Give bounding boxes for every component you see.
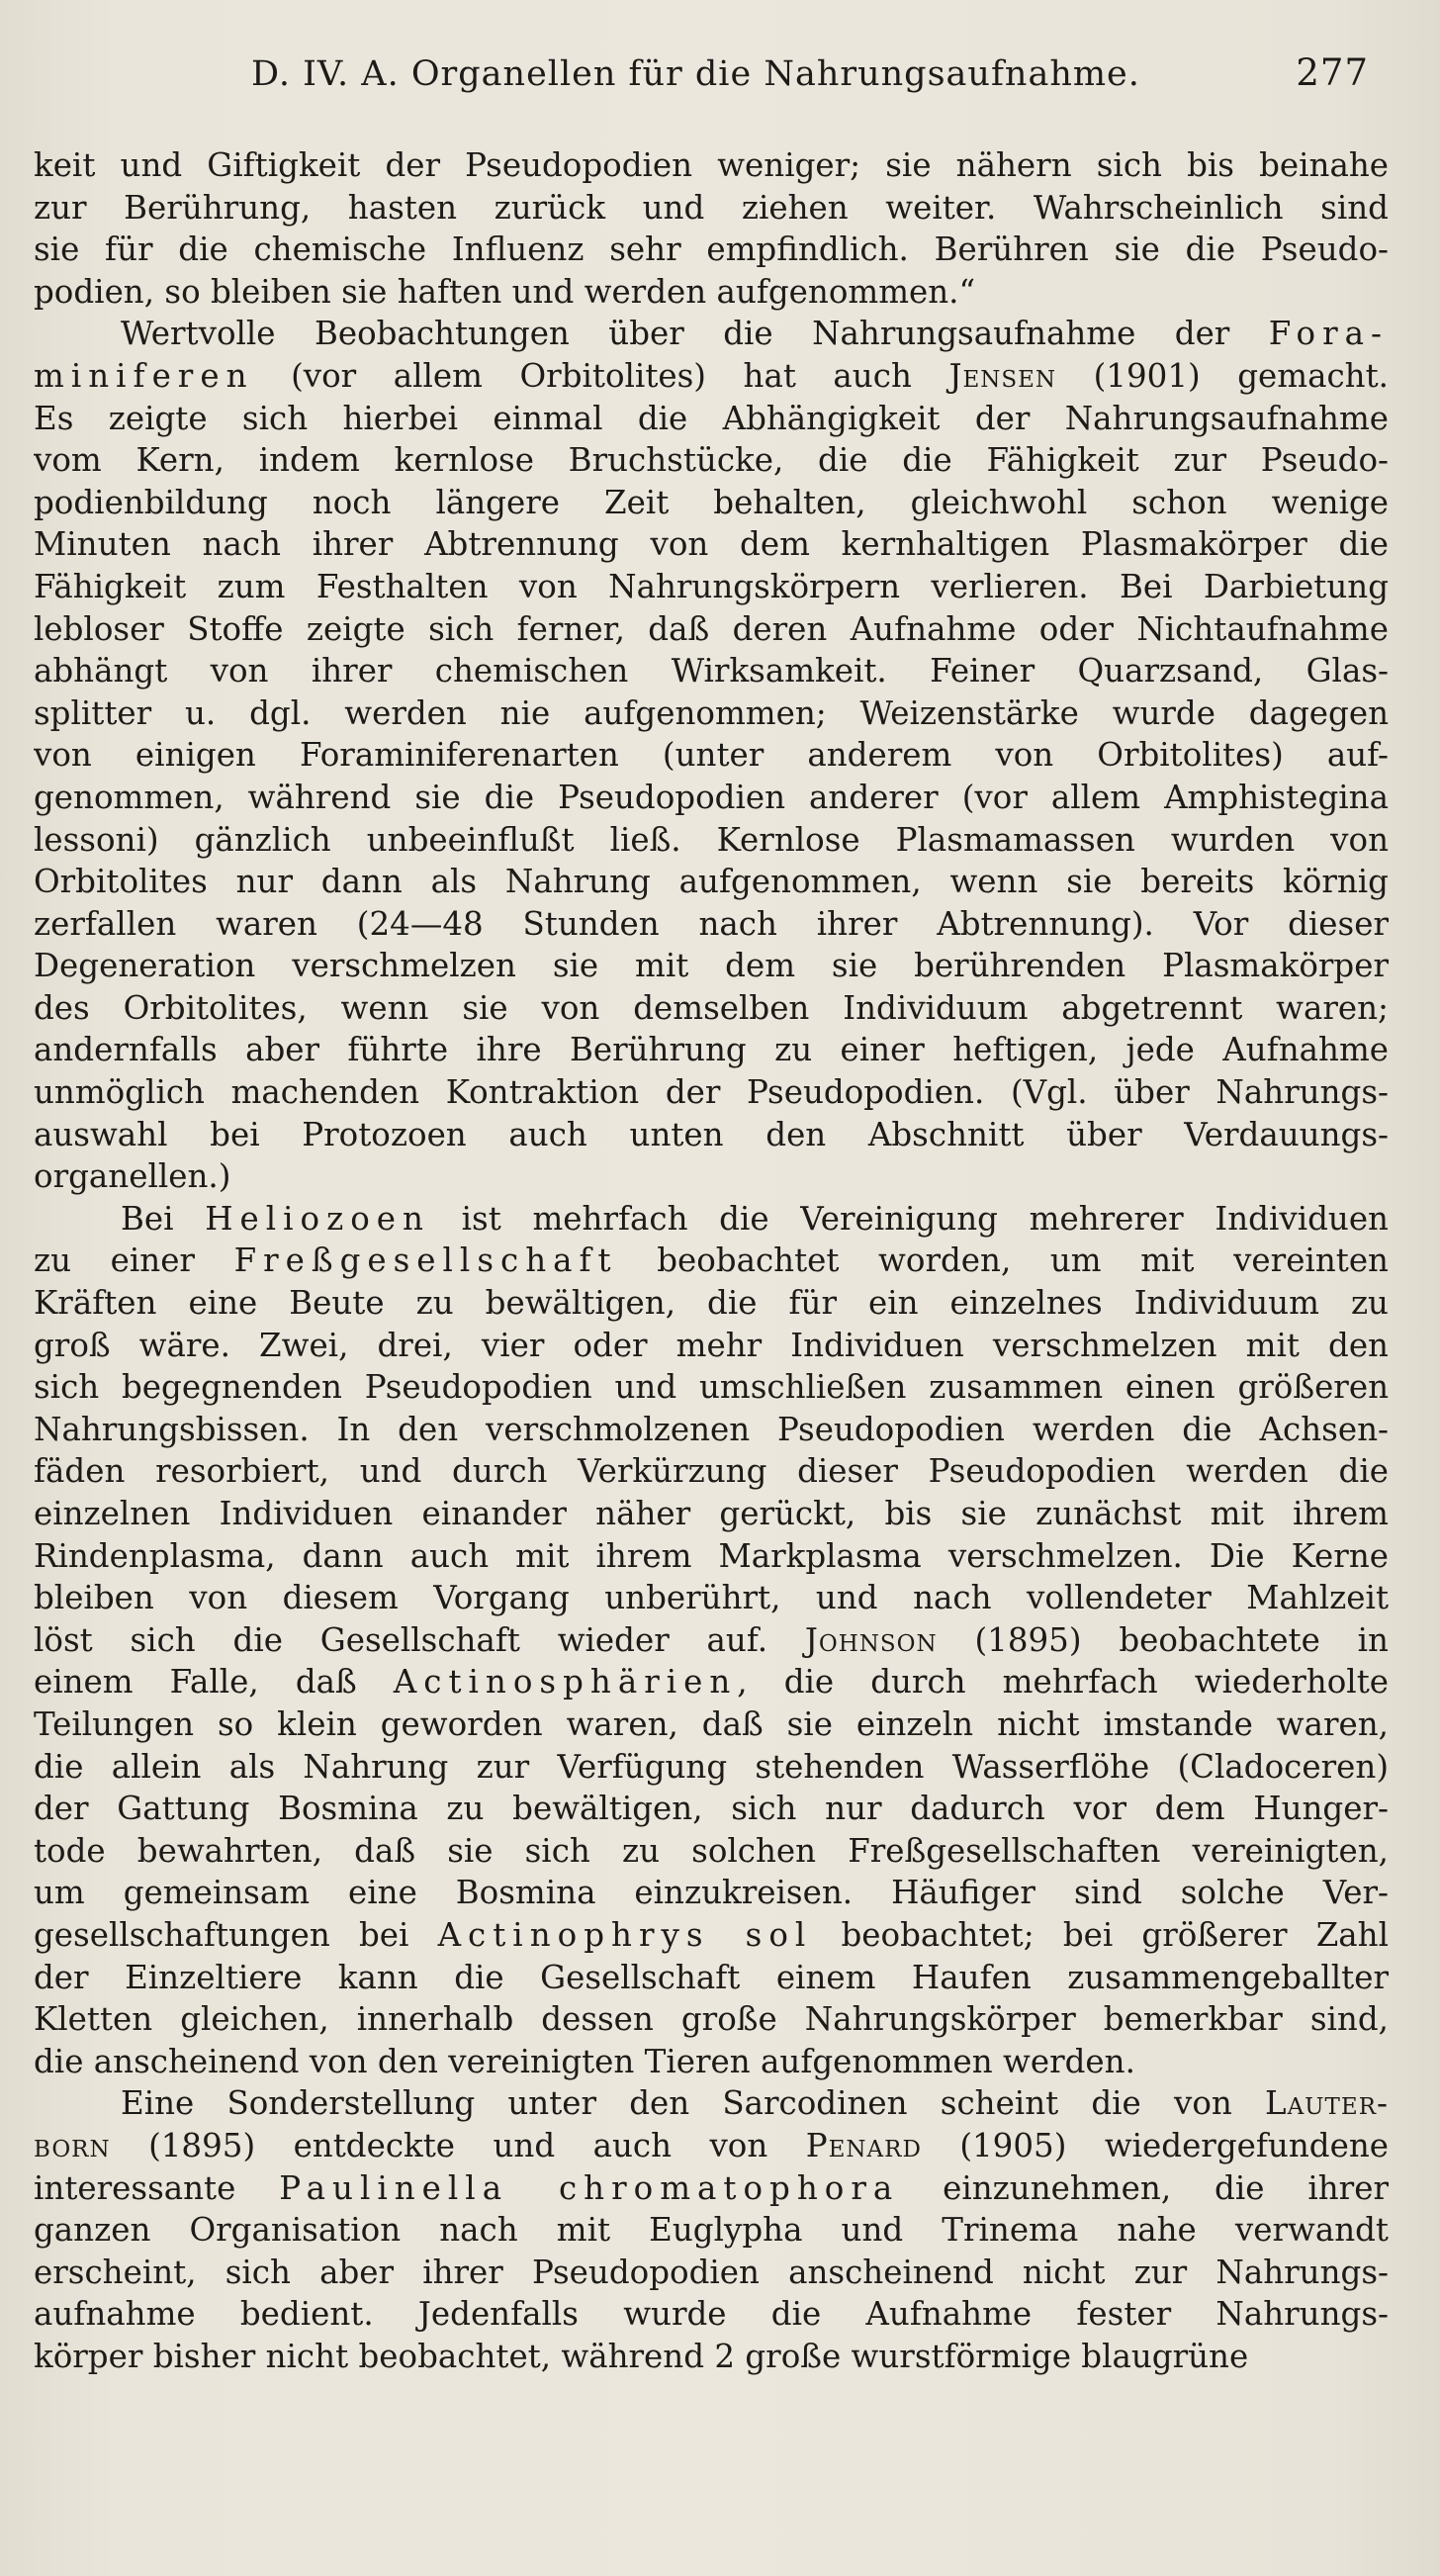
text-line (34, 1240, 1389, 1282)
text-segment: andernfalls aber führte ihre Berührung zu einer heftigen, jede Aufnahme (34, 1031, 1389, 1069)
text-segment: zu einer (34, 1242, 234, 1280)
text-line (34, 1029, 1389, 1071)
text-line (34, 2041, 1389, 2083)
text-line (34, 2167, 1389, 2210)
text-line (34, 1957, 1389, 1999)
text-line (34, 1746, 1389, 1789)
text-segment: zur Berührung, hasten zurück und ziehen weiter. Wahrscheinlich sind (34, 188, 1389, 227)
text-segment: beobachtet worden, um mit vereinten (617, 1242, 1389, 1280)
text-line (34, 313, 1389, 355)
text-line (34, 1155, 1389, 1198)
text-segment: Rindenplasma, dann auch mit ihrem Markplasma verschmelzen. Die Kerne (34, 1536, 1389, 1575)
paragraph (34, 2082, 1389, 2377)
text-segment: Minuten nach ihrer Abtrennung von dem kernhaltigen Plasmakörper die (34, 525, 1389, 564)
text-segment: sie für die chemische Influenz sehr empfindlich. Berühren sie die Pseudo- (34, 230, 1389, 269)
text-line (34, 1914, 1389, 1957)
text-line (34, 1577, 1389, 1619)
text-segment: Kräften eine Beute zu bewältigen, die für ein einzelnes Individuum zu (34, 1284, 1389, 1323)
text-line (34, 2125, 1389, 2167)
text-segment: der Gattung Bosmina zu bewältigen, sich nur dadurch vor dem Hunger- (34, 1790, 1389, 1828)
text-segment: einem Falle, daß (34, 1663, 394, 1702)
text-line (34, 777, 1389, 819)
text-line (34, 2336, 1389, 2378)
paragraph (34, 144, 1389, 313)
text-segment: Eine Sonderstellung unter den Sarcodinen scheint die von (121, 2084, 1265, 2123)
text-segment: keit und Giftigkeit der Pseudopodien weniger; sie nähern sich bis beinahe (34, 146, 1389, 184)
text-segment: abhängt von ihrer chemischen Wirksamkeit. Feiner Quarzsand, Glas- (34, 652, 1389, 690)
text-line (34, 1535, 1389, 1578)
text-line (34, 229, 1389, 271)
text-segment: die anscheinend von den vereinigten Tieren aufgenommen werden. (34, 2042, 1135, 2080)
emphasized-term: Paulinella chromatophora (279, 2168, 900, 2207)
text-segment: zerfallen waren (24—48 Stunden nach ihrer Abtrennung). Vor dieser (34, 904, 1389, 943)
text-segment: ist mehrfach die Vereinigung mehrerer Individuen (429, 1199, 1389, 1238)
text-segment: Orbitolites nur dann als Nahrung aufgenommen, wenn sie bereits körnig (34, 863, 1389, 901)
text-segment: erscheint, sich aber ihrer Pseudopodien anscheinend nicht zur Nahrungs- (34, 2253, 1389, 2291)
text-segment: (1895) entdeckte und auch von (110, 2126, 806, 2164)
text-segment: organellen.) (34, 1157, 231, 1196)
text-segment: unmöglich machenden Kontraktion der Pseudopodien. (Vgl. über Nahrungs- (34, 1073, 1389, 1112)
text-line (34, 1450, 1389, 1493)
text-line (34, 1282, 1389, 1325)
text-line (34, 2252, 1389, 2294)
author-name: Penard (805, 2126, 922, 2164)
text-segment: Teilungen so klein geworden waren, daß sie einzeln nicht imstande waren, (34, 1704, 1389, 1743)
text-line (34, 945, 1389, 987)
text-line (34, 734, 1389, 777)
text-segment: der Einzeltiere kann die Gesellschaft einem Haufen zusammengeballter (34, 1958, 1389, 1996)
text-line (34, 1198, 1389, 1241)
text-line (34, 1366, 1389, 1409)
running-head-title: D. IV. A. Organellen für die Nahrungsaufnahme. (251, 54, 1140, 94)
author-name: Lauter- (1264, 2084, 1389, 2123)
running-head (251, 51, 1369, 111)
text-line (34, 692, 1389, 735)
text-segment: Nahrungsbissen. In den verschmolzenen Pseudopodien werden die Achsen- (34, 1410, 1389, 1448)
text-line (34, 271, 1389, 314)
text-line (34, 2082, 1389, 2125)
text-segment: auswahl bei Protozoen auch unten den Abschnitt über Verdauungs- (34, 1115, 1389, 1153)
text-segment: Wertvolle Beobachtungen über die Nahrungsaufnahme der (121, 315, 1269, 353)
text-line (34, 903, 1389, 946)
text-segment: vom Kern, indem kernlose Bruchstücke, die die Fähigkeit zur Pseudo- (34, 441, 1389, 480)
text-segment: körper bisher nicht beobachtet, während 2 große wurstförmige blaugrüne (34, 2337, 1249, 2375)
text-segment: (1901) gemacht. (1056, 356, 1389, 395)
text-line (34, 2209, 1389, 2252)
author-name: born (34, 2126, 111, 2164)
text-segment: ganzen Organisation nach mit Euglypha und Trinema nahe verwandt (34, 2211, 1389, 2250)
text-line (34, 1661, 1389, 1703)
text-segment: (1905) wiedergefundene (921, 2126, 1389, 2164)
text-line (34, 355, 1389, 398)
text-segment: gesellschaftungen bei (34, 1915, 438, 1954)
body-text (34, 144, 1389, 2377)
text-line (34, 1788, 1389, 1830)
text-segment: aufnahme bedient. Jedenfalls wurde die Aufnahme fester Nahrungs- (34, 2295, 1389, 2334)
text-segment: lessoni) gänzlich unbeeinflußt ließ. Kernlose Plasmamassen wurden von (34, 820, 1389, 859)
text-segment: um gemeinsam eine Bosmina einzukreisen. Häufiger sind solche Ver- (34, 1874, 1389, 1912)
text-segment: podienbildung noch längere Zeit behalten, gleichwohl schon wenige (34, 483, 1389, 521)
text-segment: lebloser Stoffe zeigte sich ferner, daß deren Aufnahme oder Nichtaufnahme (34, 609, 1389, 648)
text-segment: Fähigkeit zum Festhalten von Nahrungskörpern verlieren. Bei Darbietung (34, 567, 1389, 605)
text-line (34, 482, 1389, 524)
text-line (34, 819, 1389, 862)
text-line (34, 187, 1389, 230)
text-line (34, 566, 1389, 608)
text-line (34, 1071, 1389, 1114)
emphasized-term: miniferen (34, 356, 254, 395)
text-line (34, 1703, 1389, 1746)
text-segment: podien, so bleiben sie haften und werden aufgenommen.“ (34, 272, 976, 311)
text-segment: sich begegnenden Pseudopodien und umschließen zusammen einen größeren (34, 1368, 1389, 1407)
emphasized-term: Heliozoen (205, 1199, 430, 1238)
text-line (34, 1830, 1389, 1873)
text-segment: interessante (34, 2168, 280, 2207)
text-segment: einzunehmen, die ihrer (899, 2168, 1389, 2207)
text-segment: die allein als Nahrung zur Verfügung stehenden Wasserflöhe (Cladoceren) (34, 1747, 1389, 1786)
text-segment: groß wäre. Zwei, drei, vier oder mehr Individuen verschmelzen mit den (34, 1326, 1389, 1364)
emphasized-term: Fora- (1268, 315, 1389, 353)
text-segment: einzelnen Individuen einander näher gerückt, bis sie zunächst mit ihrem (34, 1495, 1389, 1532)
text-line (34, 608, 1389, 651)
text-segment: fäden resorbiert, und durch Verkürzung dieser Pseudopodien werden die (34, 1452, 1389, 1491)
text-segment: bleiben von diesem Vorgang unberührt, und nach vollendeter Mahlzeit (34, 1579, 1389, 1617)
page-number: 277 (1296, 51, 1369, 94)
text-line (34, 650, 1389, 692)
text-line (34, 144, 1389, 187)
text-line (34, 439, 1389, 482)
text-line (34, 523, 1389, 566)
text-line (34, 861, 1389, 903)
paragraph (34, 1198, 1389, 2082)
text-segment: des Orbitolites, wenn sie von demselben Individuum abgetrennt waren; (34, 988, 1389, 1027)
text-segment: Degeneration verschmelzen sie mit dem sie berührenden Plasmakörper (34, 947, 1389, 985)
text-segment: löst sich die Gesellschaft wieder auf. (34, 1620, 805, 1659)
text-segment: von einigen Foraminiferenarten (unter anderem von Orbitolites) auf- (34, 736, 1389, 775)
text-segment: beobachtet; bei größerer Zahl (812, 1915, 1389, 1954)
text-line (34, 2293, 1389, 2336)
text-segment: splitter u. dgl. werden nie aufgenommen; Weizenstärke wurde dagegen (34, 693, 1389, 732)
text-line (34, 1872, 1389, 1914)
text-line (34, 1325, 1389, 1367)
paragraph (34, 313, 1389, 1197)
text-line (34, 1493, 1389, 1535)
text-line (34, 1114, 1389, 1156)
text-segment: Bei (121, 1199, 206, 1238)
text-line (34, 1998, 1389, 2041)
text-line (34, 1619, 1389, 1662)
text-segment: genommen, während sie die Pseudopodien anderer (vor allem Amphistegina (34, 778, 1389, 816)
text-segment: Kletten gleichen, innerhalb dessen große Nahrungskörper bemerkbar sind, (34, 2000, 1389, 2039)
text-line (34, 398, 1389, 440)
text-line (34, 987, 1389, 1030)
emphasized-term: Actinosphärien (393, 1663, 738, 1702)
emphasized-term: Freßgesellschaft (233, 1242, 618, 1280)
text-segment: (1895) beobachtete in (937, 1620, 1389, 1659)
emphasized-term: Actinophrys sol (437, 1915, 813, 1954)
author-name: Johnson (804, 1620, 938, 1659)
text-segment: tode bewahrten, daß sie sich zu solchen Freßgesellschaften vereinigten, (34, 1831, 1389, 1870)
text-segment: Es zeigte sich hierbei einmal die Abhängigkeit der Nahrungsaufnahme (34, 399, 1389, 437)
text-line (34, 1409, 1389, 1451)
text-segment: , die durch mehrfach wiederholte (737, 1663, 1389, 1702)
author-name: Jensen (948, 356, 1057, 395)
text-segment: (vor allem Orbitolites) hat auch (253, 356, 949, 395)
